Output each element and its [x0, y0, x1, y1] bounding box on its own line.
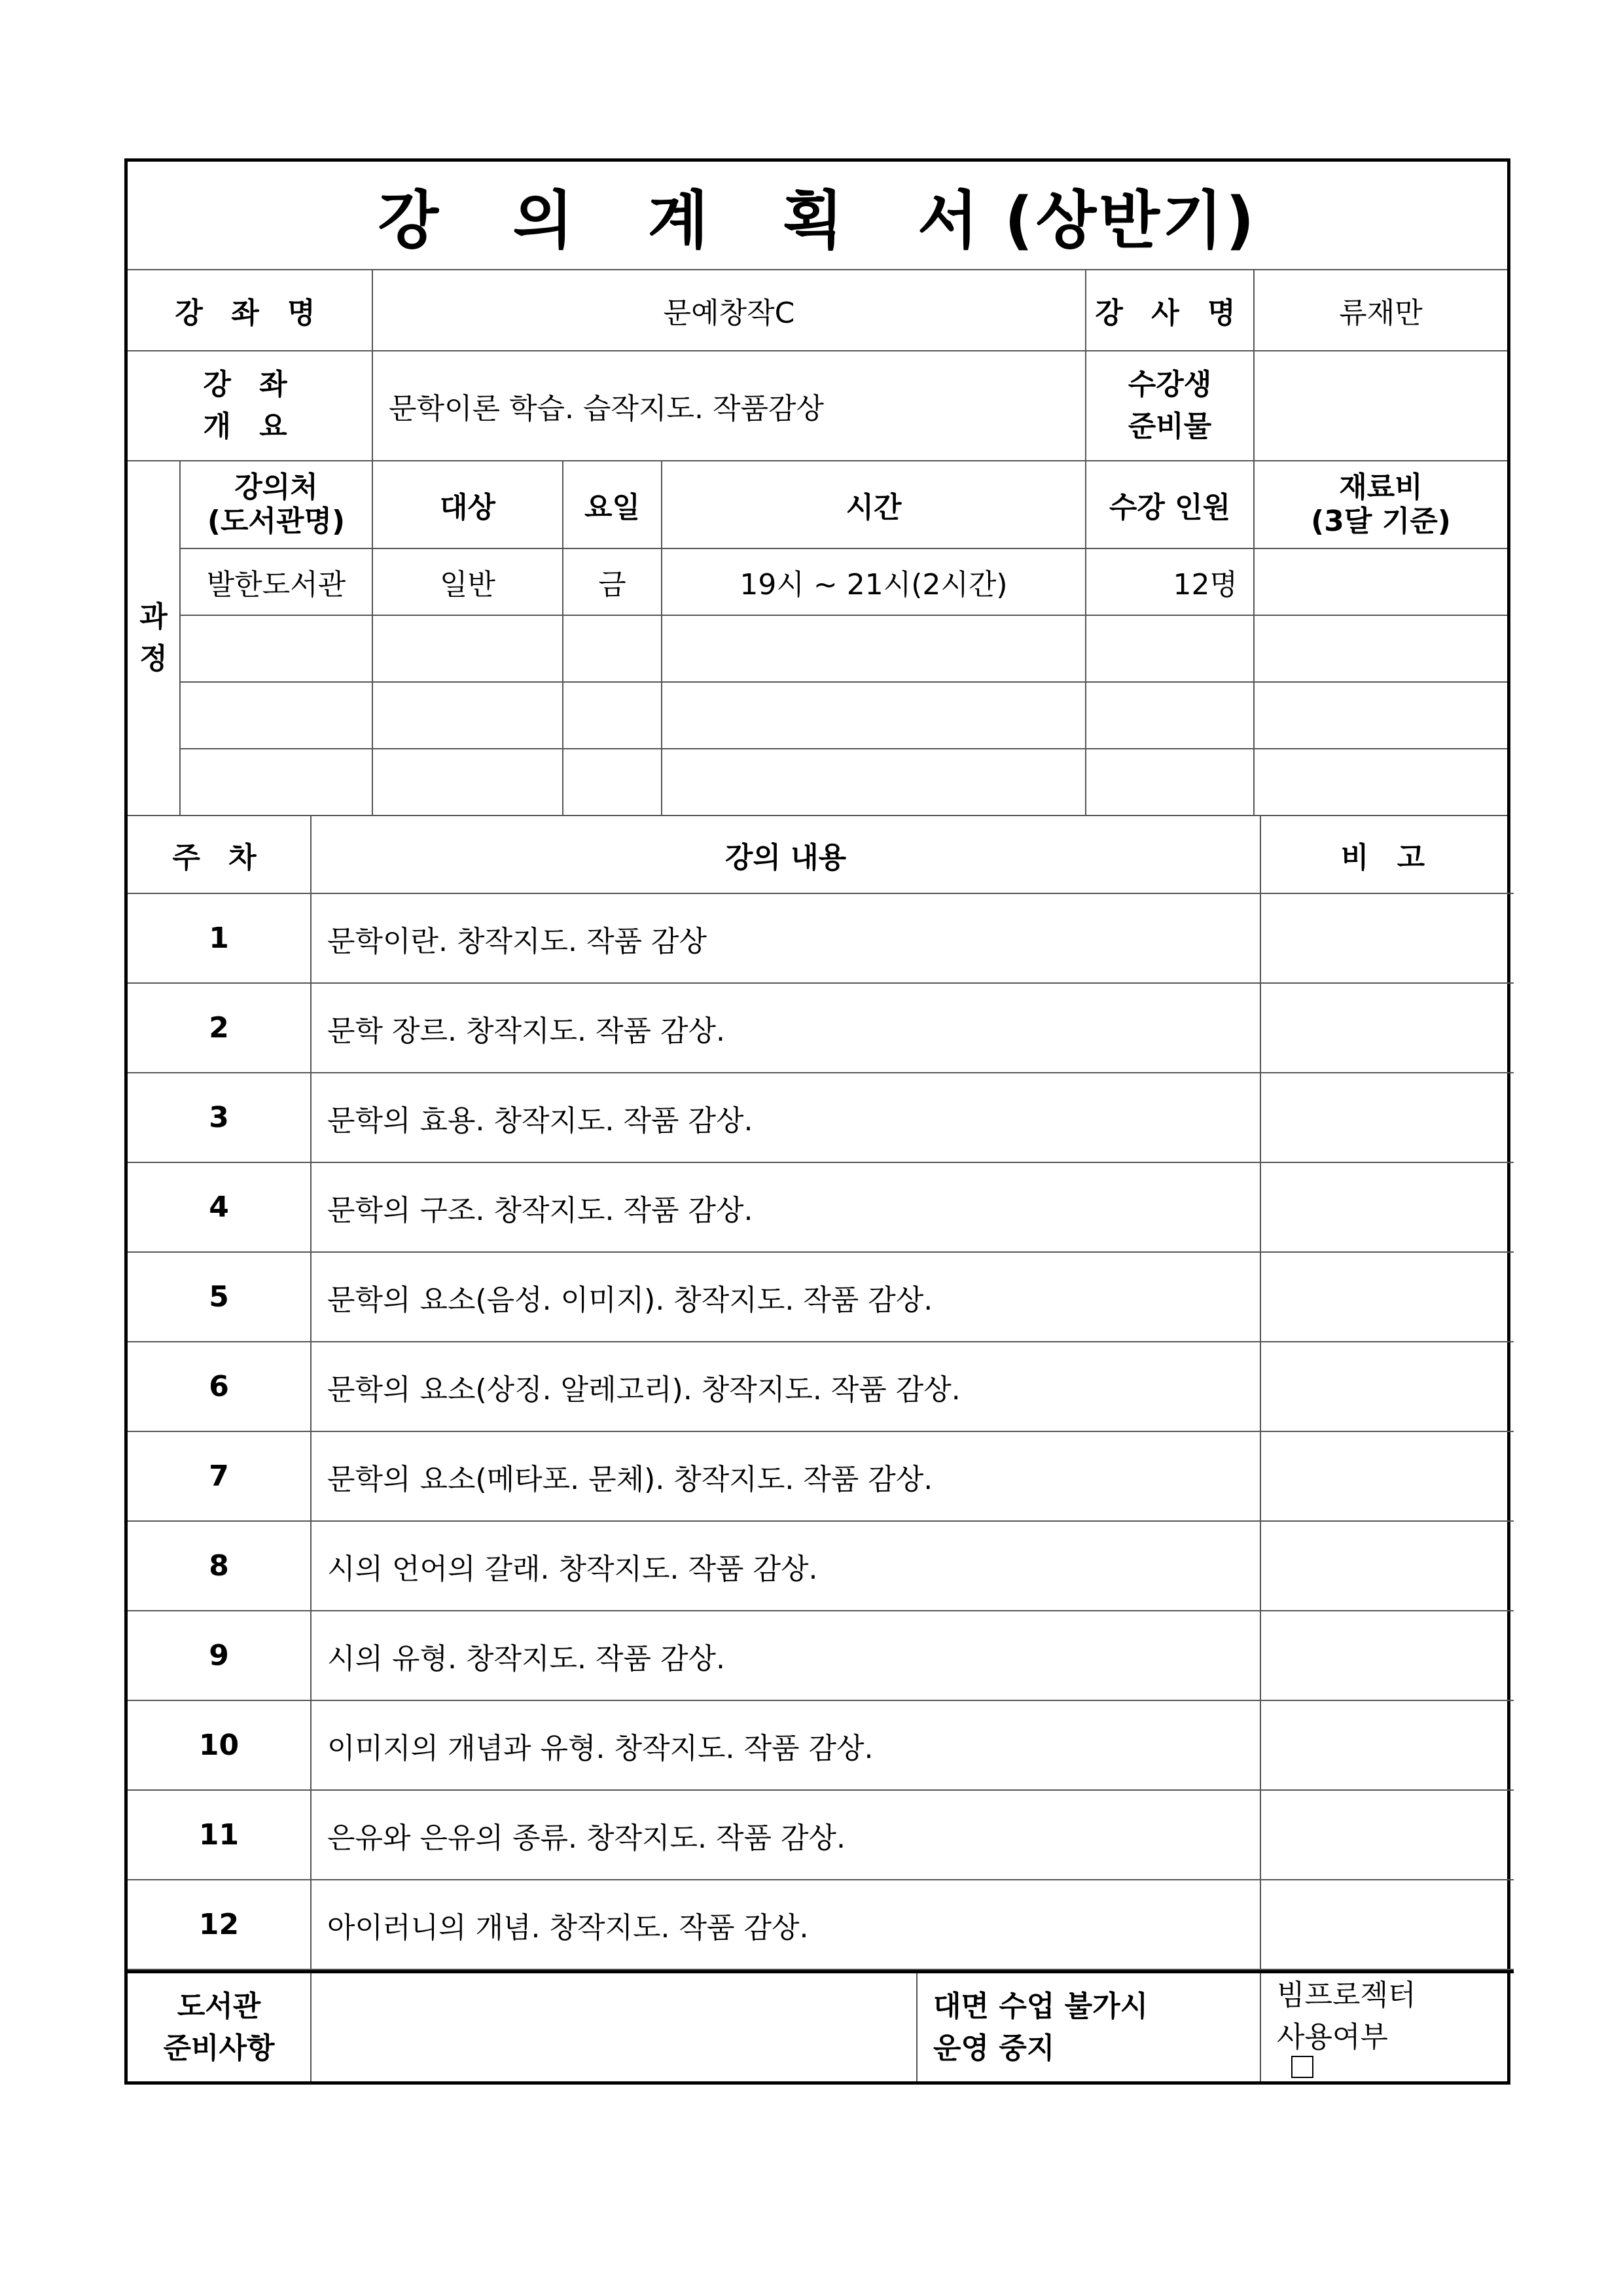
- week-note: [1260, 1521, 1514, 1611]
- header-table: [128, 162, 1507, 816]
- table-row: [128, 1880, 1514, 1969]
- target-cell: [372, 682, 563, 749]
- day-cell: [563, 682, 662, 749]
- table-row: [128, 682, 1507, 749]
- table-row: [128, 548, 1507, 615]
- week-content: 문학의 요소(음성. 이미지). 창작지도. 작품 감상.: [311, 1252, 1260, 1342]
- venue-cell: [180, 682, 372, 749]
- week-number: 7: [128, 1431, 311, 1521]
- week-content: 문학의 요소(메타포. 문체). 창작지도. 작품 감상.: [311, 1431, 1260, 1521]
- week-note: [1260, 1162, 1514, 1252]
- week-number: 3: [128, 1073, 311, 1162]
- time-cell: [662, 682, 1086, 749]
- week-content: 시의 유형. 창작지도. 작품 감상.: [311, 1611, 1260, 1700]
- week-number: 11: [128, 1790, 311, 1880]
- week-note: [1260, 983, 1514, 1073]
- table-row: [128, 1162, 1514, 1252]
- week-note: [1260, 1700, 1514, 1790]
- time-cell: [662, 749, 1086, 816]
- overview-value: 문학이론 학습. 습작지도. 작품감상: [372, 351, 1086, 461]
- instructor-value: 류재만: [1254, 270, 1507, 351]
- table-row: [128, 1431, 1514, 1521]
- week-number: 2: [128, 983, 311, 1073]
- week-number: 9: [128, 1611, 311, 1700]
- course-side-label: 과 정: [128, 461, 180, 816]
- week-note: [1260, 1431, 1514, 1521]
- capacity-cell: [1086, 749, 1254, 816]
- week-content: 문학의 요소(상징. 알레고리). 창작지도. 작품 감상.: [311, 1342, 1260, 1431]
- table-row: [128, 615, 1507, 682]
- venue-cell: [180, 615, 372, 682]
- week-number: 12: [128, 1880, 311, 1969]
- week-content: 문학의 효용. 창작지도. 작품 감상.: [311, 1073, 1260, 1162]
- capacity-cell: 12명: [1086, 548, 1254, 615]
- course-name-label: 강 좌 명: [128, 270, 372, 351]
- time-cell: [662, 615, 1086, 682]
- table-row: [128, 1073, 1514, 1162]
- week-note: [1260, 1073, 1514, 1162]
- week-number: 10: [128, 1700, 311, 1790]
- fee-cell: [1254, 615, 1507, 682]
- library-prep-label: 도서관 준비사항: [128, 1972, 311, 2082]
- fee-header: 재료비 (3달 기준): [1254, 461, 1507, 548]
- venue-header: 강의처 (도서관명): [180, 461, 372, 548]
- day-header: 요일: [563, 461, 662, 548]
- table-row: [128, 1611, 1514, 1700]
- week-content: 문학의 구조. 창작지도. 작품 감상.: [311, 1162, 1260, 1252]
- title-cell: [128, 162, 1507, 270]
- day-cell: [563, 615, 662, 682]
- overview-label: 강 좌 개 요: [128, 351, 372, 461]
- week-note: [1260, 1790, 1514, 1880]
- table-row: [128, 749, 1507, 816]
- week-note: [1260, 893, 1514, 983]
- footer-table: [128, 1970, 1514, 2081]
- page-title: 강 의 계 획 서(상반기): [378, 183, 1257, 257]
- capacity-cell: [1086, 682, 1254, 749]
- table-row: [128, 983, 1514, 1073]
- fee-cell: [1254, 682, 1507, 749]
- week-note: [1260, 1342, 1514, 1431]
- week-content: 문학 장르. 창작지도. 작품 감상.: [311, 983, 1260, 1073]
- offline-label: 대면 수업 불가시 운영 중지: [917, 1972, 1260, 2082]
- fee-cell: [1254, 548, 1507, 615]
- day-cell: 금: [563, 548, 662, 615]
- week-note: [1260, 1880, 1514, 1969]
- week-number: 5: [128, 1252, 311, 1342]
- lecture-plan-form: [124, 158, 1510, 2085]
- schedule-table: [128, 816, 1514, 1970]
- table-row: [128, 1342, 1514, 1431]
- week-header: 주 차: [128, 816, 311, 893]
- target-header: 대상: [372, 461, 563, 548]
- week-note: [1260, 1252, 1514, 1342]
- day-cell: [563, 749, 662, 816]
- target-cell: [372, 749, 563, 816]
- week-content: 문학이란. 창작지도. 작품 감상: [311, 893, 1260, 983]
- materials-label: 수강생 준비물: [1086, 351, 1254, 461]
- target-cell: [372, 615, 563, 682]
- table-row: [128, 1252, 1514, 1342]
- table-row: [128, 1700, 1514, 1790]
- table-row: [128, 1790, 1514, 1880]
- week-number: 1: [128, 893, 311, 983]
- week-content: 아이러니의 개념. 창작지도. 작품 감상.: [311, 1880, 1260, 1969]
- week-content: 시의 언어의 갈래. 창작지도. 작품 감상.: [311, 1521, 1260, 1611]
- week-number: 6: [128, 1342, 311, 1431]
- capacity-cell: [1086, 615, 1254, 682]
- content-header: 강의 내용: [311, 816, 1260, 893]
- instructor-label: 강 사 명: [1086, 270, 1254, 351]
- venue-cell: 발한도서관: [180, 548, 372, 615]
- table-row: [128, 1521, 1514, 1611]
- form-border: [124, 158, 1510, 2085]
- course-name-value: 문예창작C: [372, 270, 1086, 351]
- table-row: [128, 893, 1514, 983]
- note-header: 비 고: [1260, 816, 1514, 893]
- venue-cell: [180, 749, 372, 816]
- week-number: 8: [128, 1521, 311, 1611]
- week-number: 4: [128, 1162, 311, 1252]
- library-prep-value: [311, 1972, 917, 2082]
- materials-value: [1254, 351, 1507, 461]
- capacity-header: 수강 인원: [1086, 461, 1254, 548]
- time-header: 시간: [662, 461, 1086, 548]
- projector-checkbox[interactable]: [1291, 2056, 1313, 2078]
- target-cell: 일반: [372, 548, 563, 615]
- time-cell: 19시 ~ 21시(2시간): [662, 548, 1086, 615]
- fee-cell: [1254, 749, 1507, 816]
- week-content: 이미지의 개념과 유형. 창작지도. 작품 감상.: [311, 1700, 1260, 1790]
- projector-cell: 빔프로젝터 사용여부: [1260, 1972, 1514, 2082]
- week-note: [1260, 1611, 1514, 1700]
- week-content: 은유와 은유의 종류. 창작지도. 작품 감상.: [311, 1790, 1260, 1880]
